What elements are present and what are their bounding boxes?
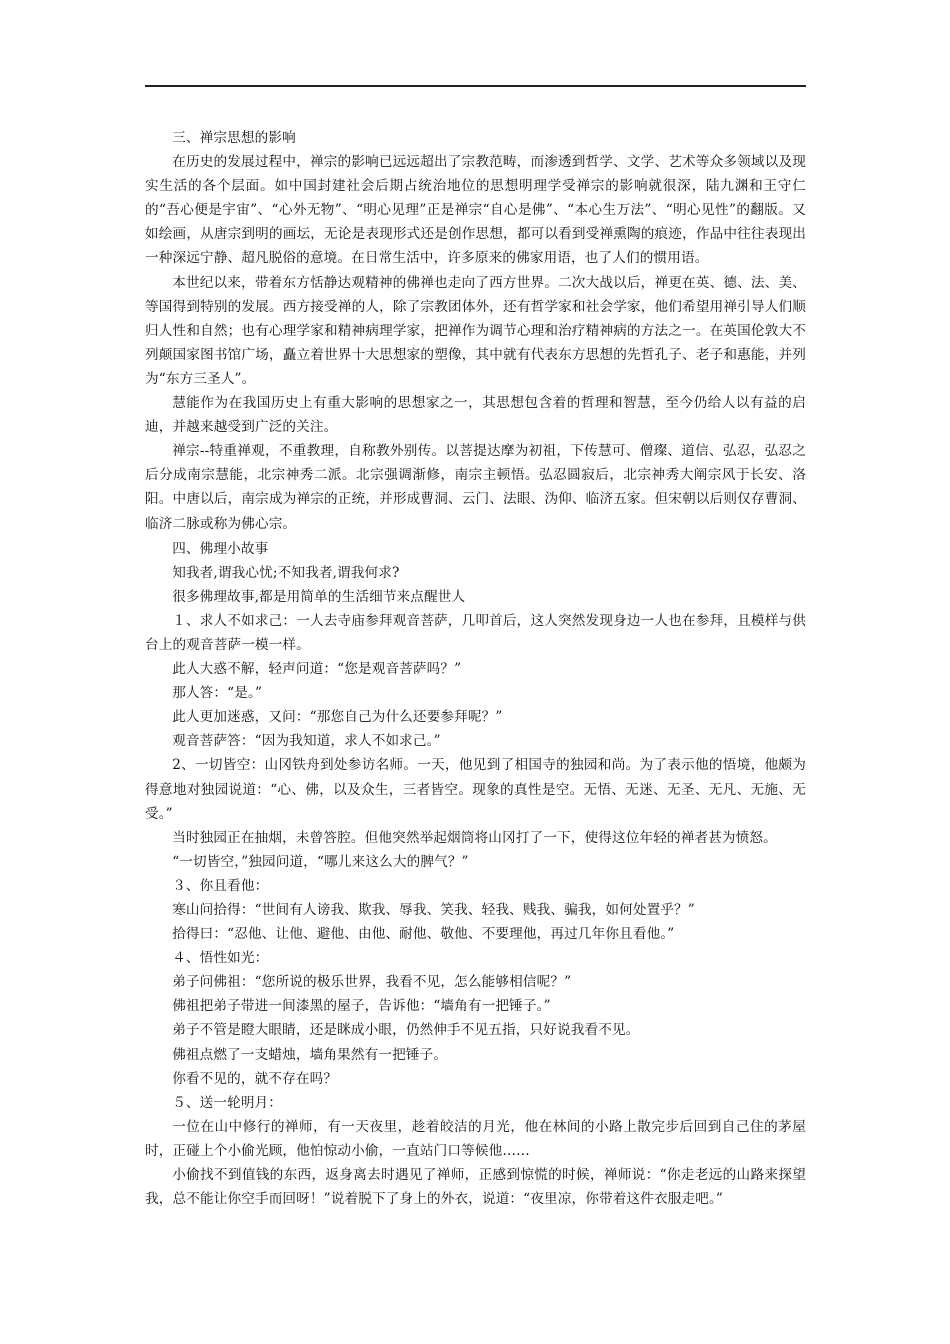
paragraph: 观音菩萨答：“因为我知道，求人不如求己。” (172, 733, 441, 750)
story-title: 2、一切皆空：山冈铁舟到处参访名师。一天，他见到了相国寺的独园和尚。为了表示他的悟境，他颇为得意地对独园说道：“心、佛，以及众生，三者皆空。现象的真性是空。无悟、无迷、无圣、无凡、无施、无受。” (145, 757, 806, 822)
paragraph: 寒山问拾得：“世间有人谤我、欺我、辱我、笑我、轻我、贱我、骗我，如何处置乎？” (172, 902, 695, 918)
paragraph: “一切皆空，”独园问道，“哪儿来这么大的脾气？” (172, 853, 469, 870)
section-heading-influence: 三、禅宗思想的影响 (172, 130, 296, 146)
paragraph: 此人更加迷惑，又问：“那您自己为什么还要参拜呢？” (172, 709, 503, 726)
paragraph: 佛祖把弟子带进一间漆黑的屋子，告诉他：“墙角有一把锤子。” (172, 998, 551, 1015)
section-heading-stories: 四、佛理小故事 (172, 540, 269, 557)
story-title: １、求人不如求己：一人去寺庙参拜观音菩萨，几叩首后，这人突然发现身边一人也在参拜，且模样与供台上的观音菩萨一模一样。 (145, 612, 806, 653)
paragraph: 那人答：“是。” (172, 685, 263, 702)
paragraph: 在历史的发展过程中，禅宗的影响已远远超出了宗教范畴，而渗透到哲学、文学、艺术等众多领域以及现实生活的各个层面。如中国封建社会后期占统治地位的思想明理学受禅宗的影响就很深，陆九渊和王守仁的“吾心便是宇宙”、“心外无物”、“明心见理”正是禅宗“自心是佛”、“本心生万法”、“明心见性”的翻版。又如绘画，从唐宗到明的画坛，无论是表现形式还是创作思想，都可以看到受禅熏陶的痕迹，作品中往往表现出一种深远宁静、超凡脱俗的意境。在日常生活中，许多原来的佛家用语，也了人们的惯用语。 (145, 154, 806, 267)
paragraph: 小偷找不到值钱的东西，返身离去时遇见了禅师，正感到惊慌的时候，禅师说：“你走老远的山路来探望我，总不能让你空手而回呀！”说着脱下了身上的外衣，说道：“夜里凉，你带着这件衣服走吧。” (145, 1167, 806, 1208)
paragraph: 弟子不管是瞪大眼睛，还是眯成小眼，仍然伸手不见五指，只好说我看不见。 (172, 1022, 640, 1039)
story-title: ４、悟性如光： (172, 950, 269, 967)
paragraph: 当时独园正在抽烟，未曾答腔。但他突然举起烟筒将山冈打了一下，使得这位年轻的禅者甚为愤怒。 (172, 829, 777, 846)
paragraph: 拾得曰：“忍他、让他、避他、由他、耐他、敬他、不要理他，再过几年你且看他。” (172, 926, 675, 943)
paragraph: 弟子问佛祖：“您所说的极乐世界，我看不见，怎么能够相信呢？” (172, 974, 572, 991)
paragraph: 慧能作为在我国历史上有重大影响的思想家之一，其思想包含着的哲理和智慧，至今仍给人以有益的启迪，并越来越受到广泛的关注。 (145, 395, 806, 436)
header-rule (145, 85, 806, 87)
paragraph: 佛祖点燃了一支蜡烛，墙角果然有一把锤子。 (172, 1046, 448, 1063)
paragraph: 本世纪以来，带着东方恬静达观精神的佛禅也走向了西方世界。二次大战以后，禅更在英、德、法、美、等国得到特别的发展。西方接受禅的人，除了宗教团体外，还有哲学家和社会学家，他们希望用禅引导人们顺归人性和自然；也有心理学家和精神病理学家，把禅作为调节心理和治疗精神病的方法之一。在英国伦敦大不列颠国家图书馆广场，矗立着世界十大思想家的塑像，其中就有代表东方思想的先哲孔子、老子和惠能，并列为“东方三圣人”。 (145, 274, 806, 387)
paragraph: 知我者,谓我心忧;不知我者,谓我何求? (172, 564, 400, 581)
paragraph: 禅宗--特重禅观，不重教理，自称教外别传。以菩提达摩为初祖，下传慧可、僧璨、道信、弘忍，弘忍之后分成南宗慧能，北宗神秀二派。北宗强调渐修，南宗主顿悟。弘忍圆寂后，北宗神秀大阐宗风于长安、洛阳。中唐以后，南宗成为禅宗的正统，并形成曹洞、云门、法眼、沩仰、临济五家。但宋朝以后则仅存曹洞、临济二脉或称为佛心宗。 (145, 443, 806, 532)
story-title: ３、你且看他： (172, 877, 269, 894)
paragraph: 此人大惑不解，轻声问道：“您是观音菩萨吗？” (172, 661, 462, 678)
paragraph: 你看不见的，就不存在吗？ (172, 1070, 338, 1087)
paragraph: 一位在山中修行的禅师，有一天夜里，趁着皎洁的月光，他在林间的小路上散完步后回到自己住的茅屋时，正碰上个小偷光顾，他怕惊动小偷，一直站门口等候他…… (145, 1118, 806, 1159)
paragraph: 很多佛理故事,都是用简单的生活细节来点醒世人 (172, 588, 466, 605)
document-body (145, 125, 806, 1211)
story-title: ５、送一轮明月： (172, 1094, 283, 1111)
